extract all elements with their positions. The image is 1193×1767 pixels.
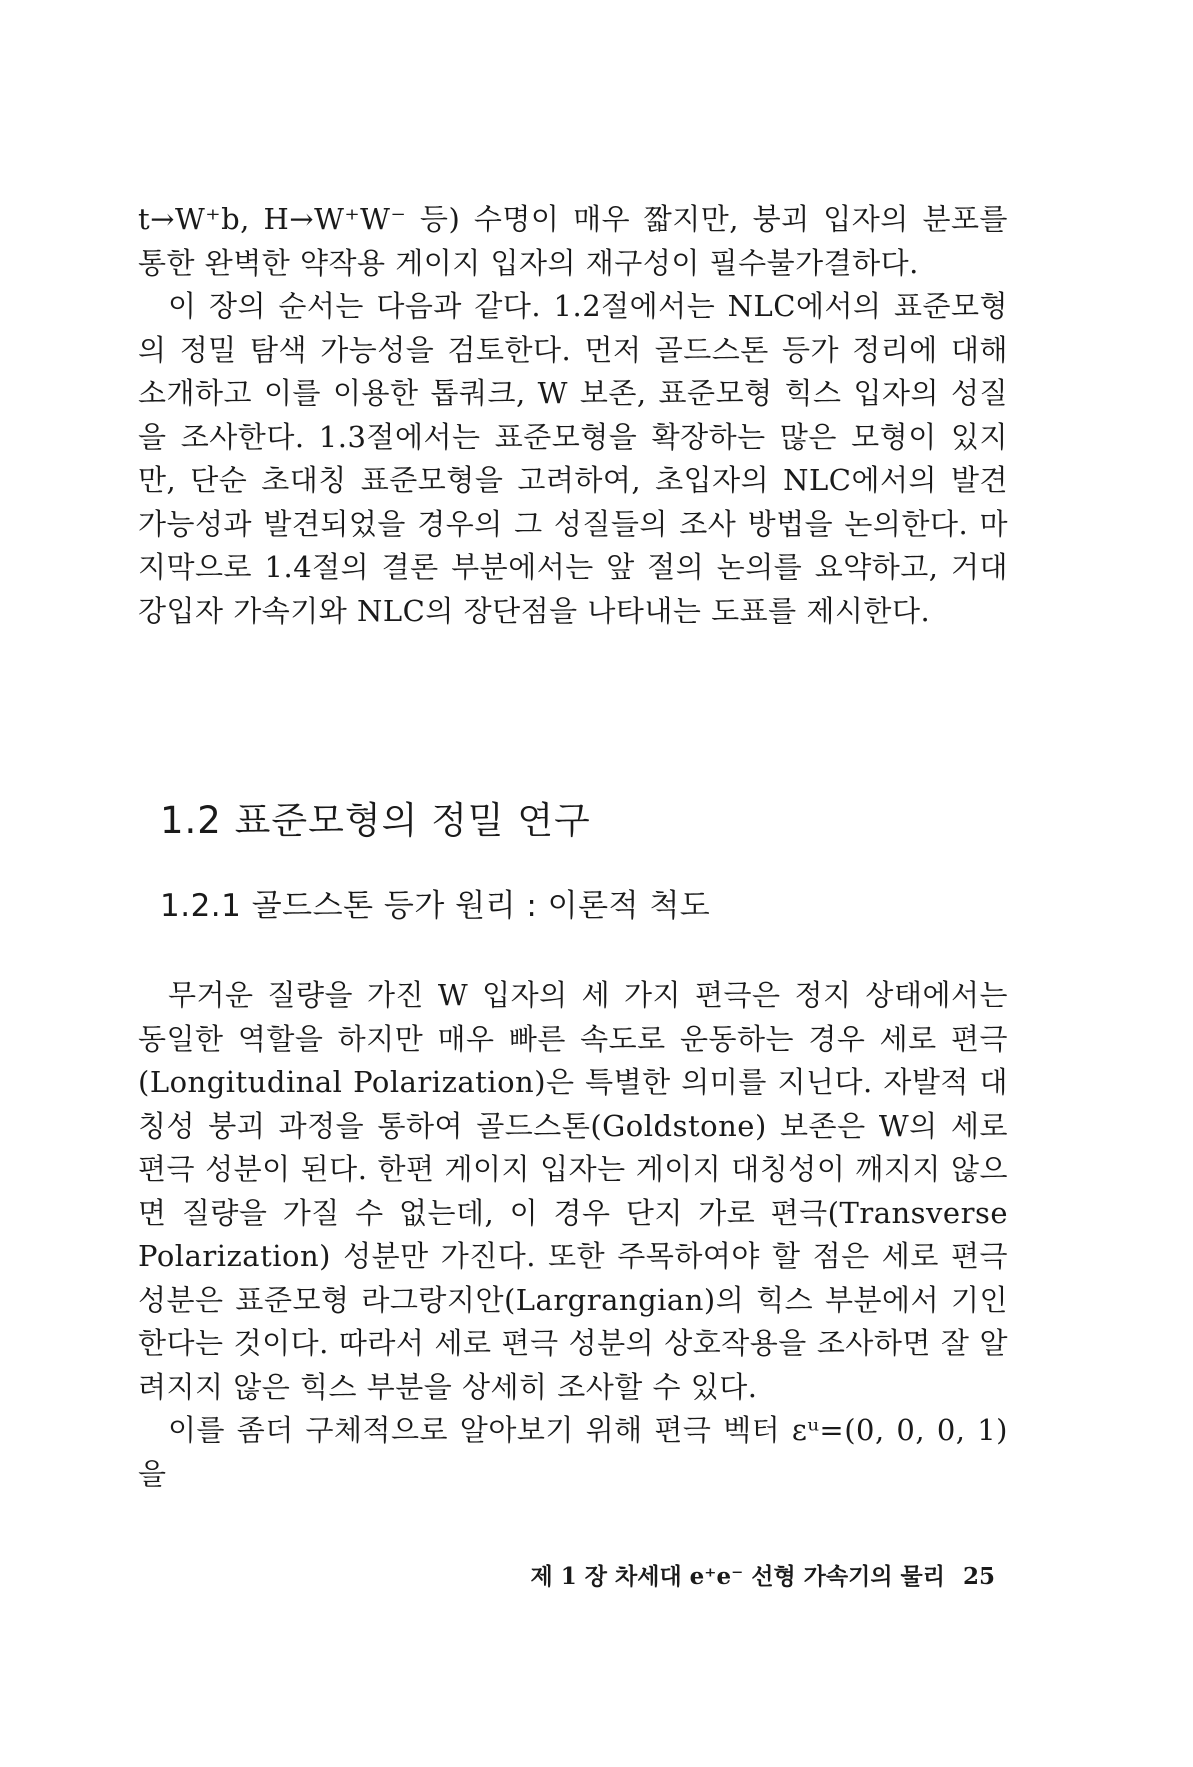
intro-paragraph-2: 이 장의 순서는 다음과 같다. 1.2절에서는 NLC에서의 표준모형의 정밀 탐색 가능성을 검토한다. 먼저 골드스톤 등가 정리에 대해 소개하고 이를 이용한 톱쿼크, W 보존, 표준모형 힉스 입자의 성질을 조사한다. 1.3절에서는 표준모형을 확장하는 많은 모형이 있지만, 단순 초대칭 표준모형을 고려하여, 초입자의 NLC에서의 발견 가능성과 발견되었을 경우의 그 성질들의 조사 방법을 논의한다. 마지막으로 1.4절의 결론 부분에서는 앞 절의 논의를 요약하고, 거대 강입자 가속기와 NLC의 장단점을 나타내는 도표를 제시한다.: [138, 289, 1008, 628]
body-text-block: [138, 974, 1008, 1496]
page-footer: [531, 1558, 995, 1591]
body-paragraph-2: 이를 좀더 구체적으로 알아보기 위해 편극 벡터 εᵘ=(0, 0, 0, 1)을: [138, 1413, 1008, 1491]
footer-chapter-title: 제 1 장 차세대 e⁺e⁻ 선형 가속기의 물리: [530, 1563, 945, 1590]
section-heading: 1.2 표준모형의 정밀 연구: [160, 799, 591, 842]
intro-text-block: [138, 198, 1008, 633]
subsection-heading: 1.2.1 골드스톤 등가 원리 : 이론적 척도: [160, 888, 711, 924]
body-paragraph-1: 무거운 질량을 가진 W 입자의 세 가지 편극은 정지 상태에서는 동일한 역할을 하지만 매우 빠른 속도로 운동하는 경우 세로 편극(Longitudinal Polarization)은 특별한 의미를 지닌다. 자발적 대칭성 붕괴 과정을 통하여 골드스톤(Goldstone) 보존은 W의 세로 편극 성분이 된다. 한편 게이지 입자는 게이지 대칭성이 깨지지 않으면 질량을 가질 수 없는데, 이 경우 단지 가로 편극(Transverse Polarization) 성분만 가진다. 또한 주목하여야 할 점은 세로 편극 성분은 표준모형 라그랑지안(Largrangian)의 힉스 부분에서 기인한다는 것이다. 따라서 세로 편극 성분의 상호작용을 조사하면 잘 알려지지 않은 힉스 부분을 상세히 조사할 수 있다.: [138, 978, 1008, 1404]
page-number: 25: [962, 1563, 995, 1590]
intro-paragraph-1: t→W⁺b, H→W⁺W⁻ 등) 수명이 매우 짧지만, 붕괴 입자의 분포를 통한 완벽한 약작용 게이지 입자의 재구성이 필수불가결하다.: [138, 202, 1008, 280]
